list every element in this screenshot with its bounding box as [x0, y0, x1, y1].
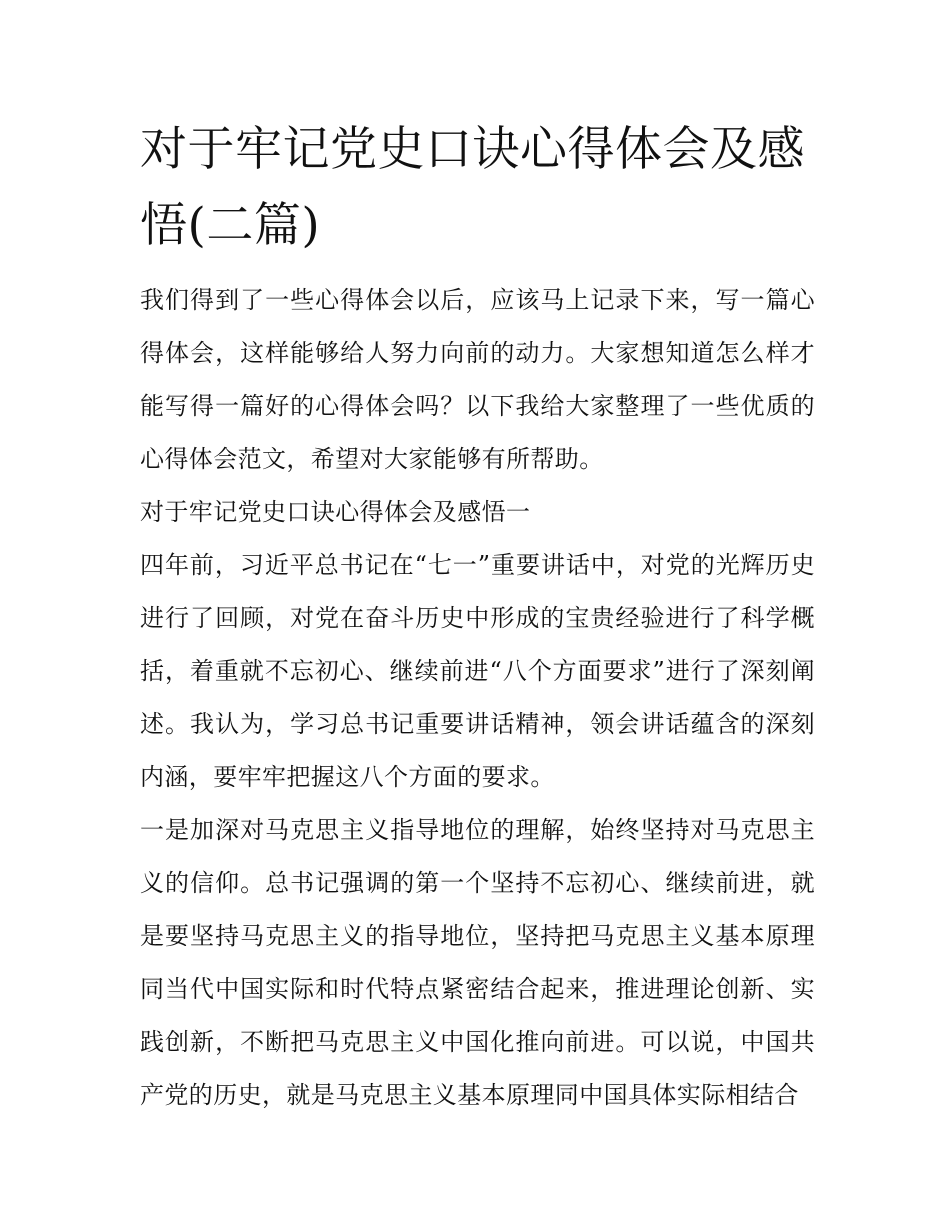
document-title: 对于牢记党史口诀心得体会及感悟(二篇)	[140, 122, 805, 253]
body-paragraph: 四年前，习近平总书记在“七一”重要讲话中，对党的光辉历史进行了回顾，对党在奋斗历史中形成的宝贵经验进行了科学概括，着重就不忘初心、继续前进“八个方面要求”进行了深刻阐述。我认为，学习总书记重要讲话精神，领会讲话蕴含的深刻内涵，要牢牢把握这八个方面的要求。	[140, 551, 815, 791]
body-paragraph: 一是加深对马克思主义指导地位的理解，始终坚持对马克思主义的信仰。总书记强调的第一个坚持不忘初心、继续前进，就是要坚持马克思主义的指导地位，坚持把马克思主义基本原理同当代中国实际和时代特点紧密结合起来，推进理论创新、实践创新，不断把马克思主义中国化推向前进。可以说，中国共产党的历史，就是马克思主义基本原理同中国具体实际相结合	[140, 816, 815, 1109]
intro-paragraph: 我们得到了一些心得体会以后，应该马上记录下来，写一篇心得体会，这样能够给人努力向前的动力。大家想知道怎么样才能写得一篇好的心得体会吗？以下我给大家整理了一些优质的心得体会范文，希望对大家能够有所帮助。	[140, 286, 815, 473]
section-heading: 对于牢记党史口诀心得体会及感悟一	[140, 498, 531, 526]
document-body	[140, 274, 815, 1122]
